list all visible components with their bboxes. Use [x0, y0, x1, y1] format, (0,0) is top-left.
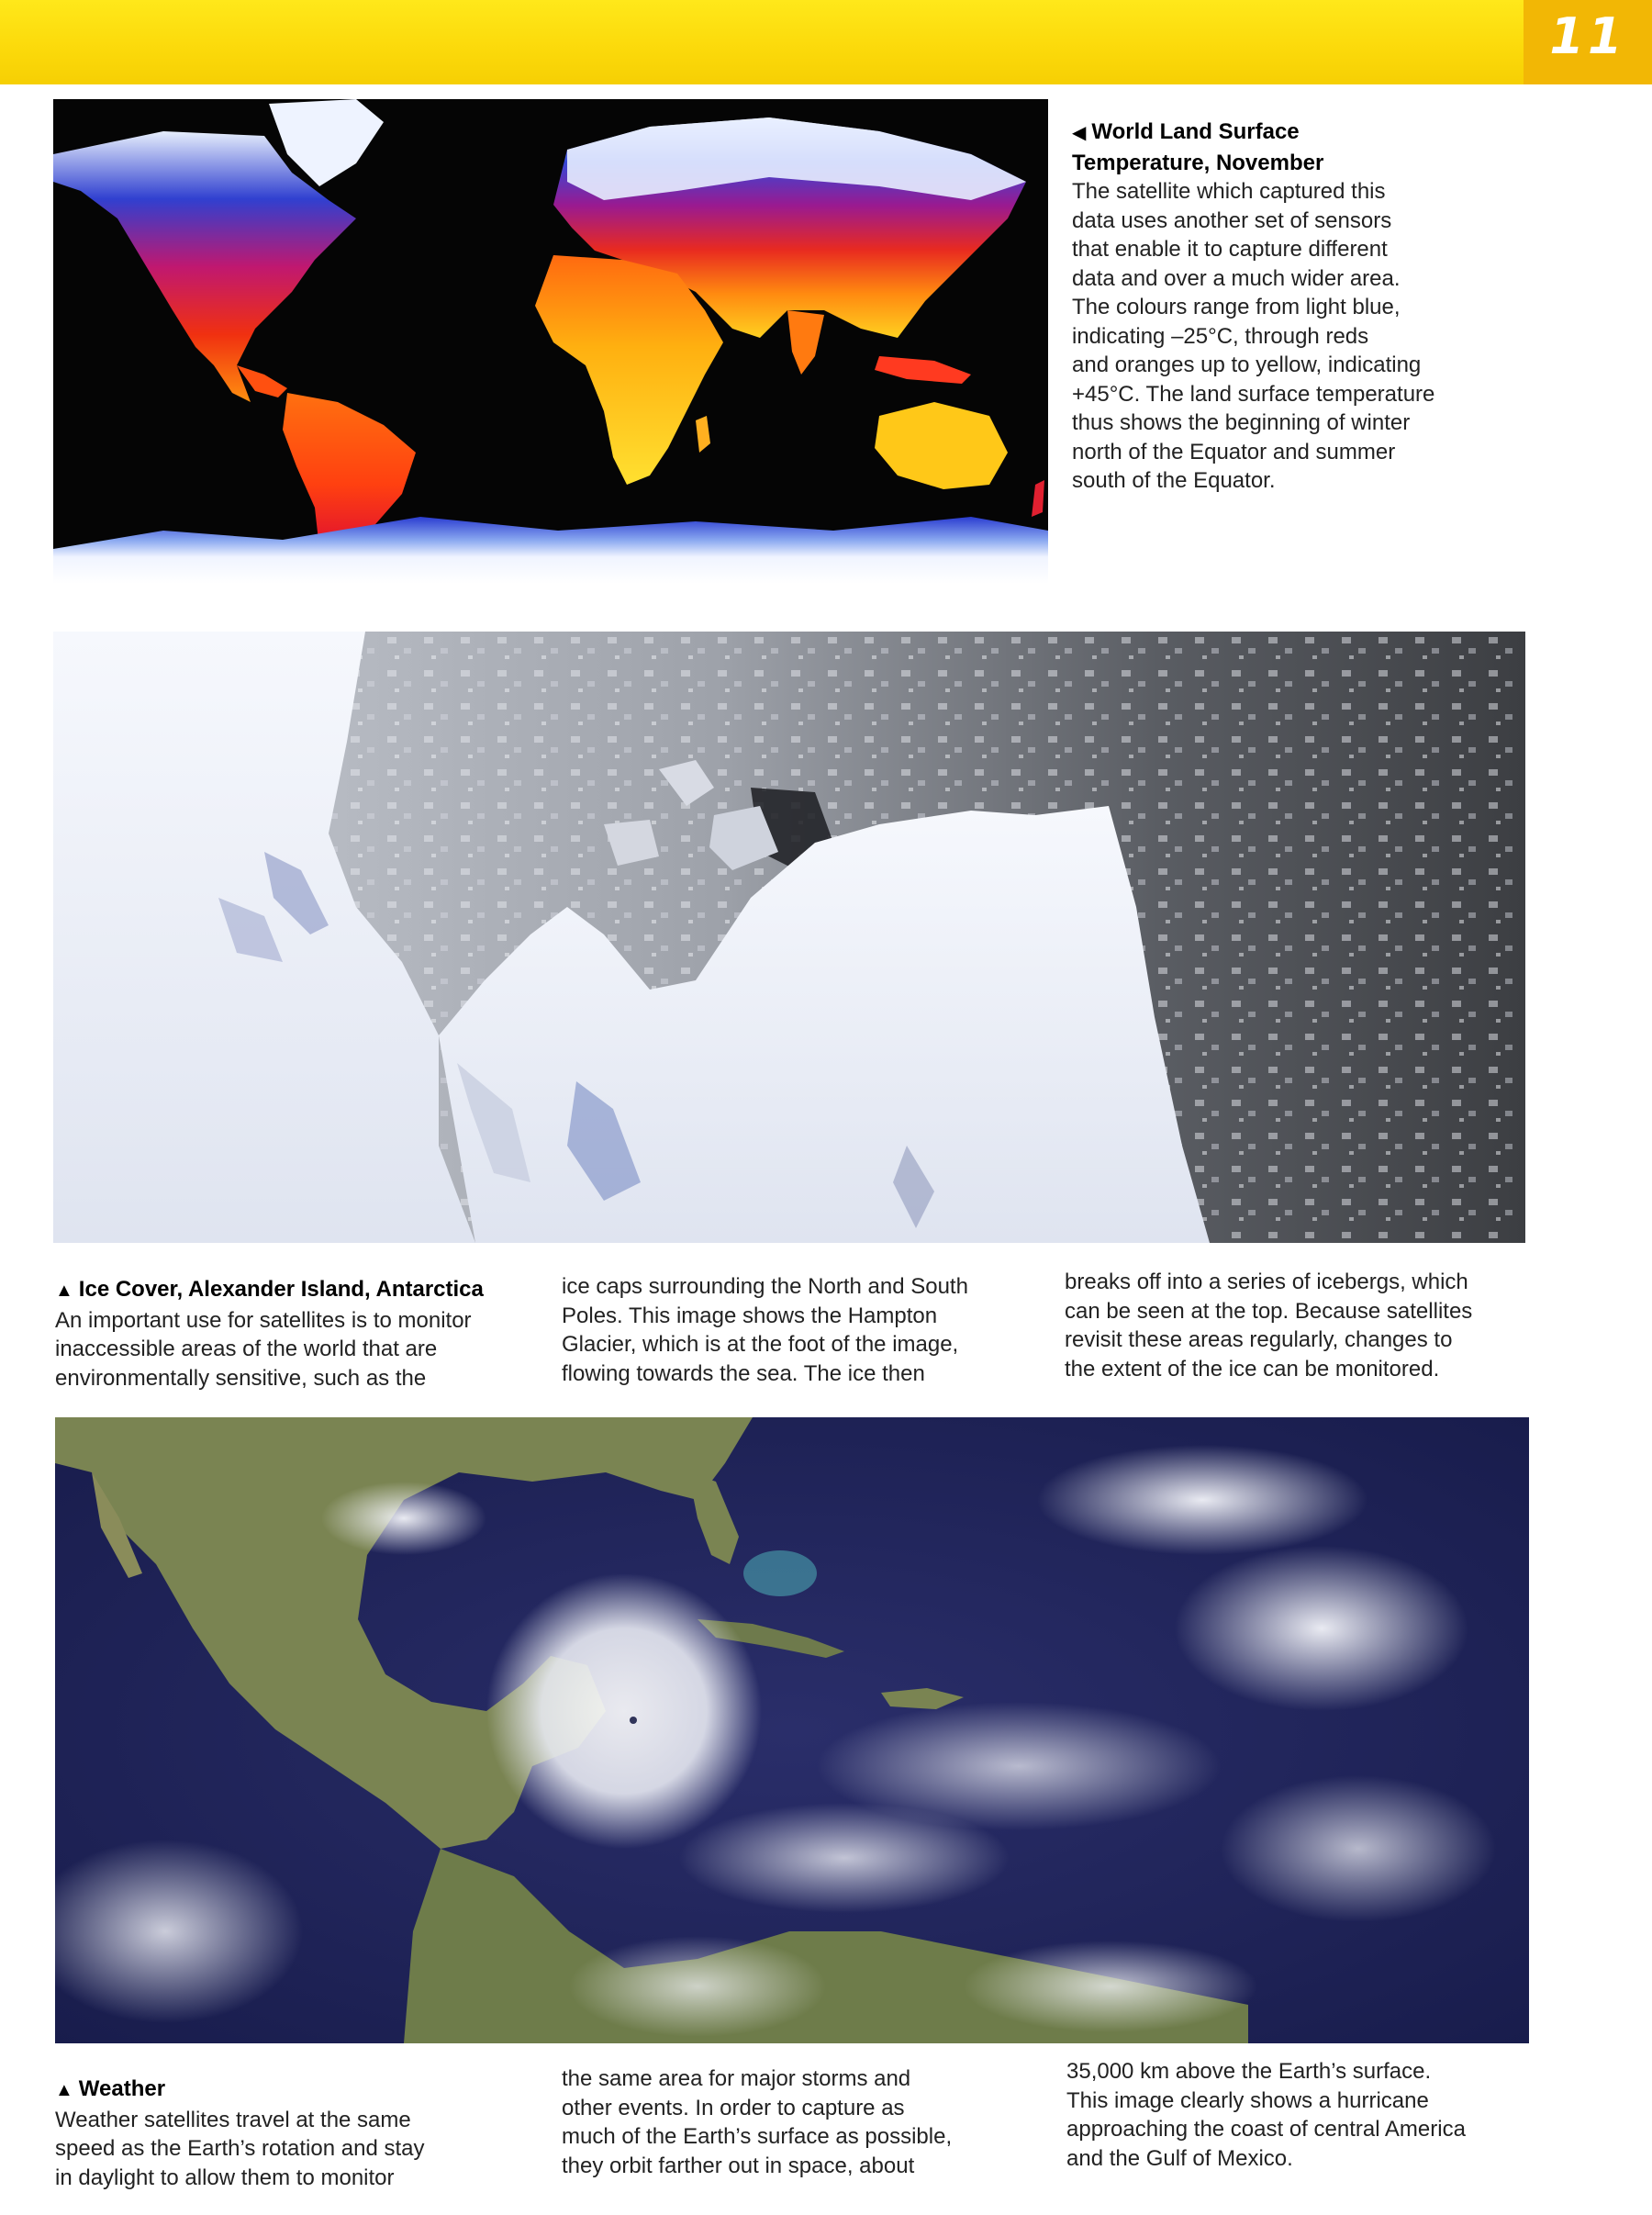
weather-col2-line-3: much of the Earth’s surface as possible, — [562, 2124, 953, 2149]
ice-cover-caption-col1 — [55, 1275, 551, 1393]
weather-satellite-image — [55, 1417, 1529, 2043]
left-triangle-icon: ◀ — [1072, 123, 1087, 143]
land-temperature-line-4: data and over a much wider area. — [1072, 265, 1401, 291]
land-temperature-line-6: indicating –25°C, through reds — [1072, 323, 1369, 349]
ice-cover-image — [53, 632, 1525, 1243]
weather-col2-line-4: they orbit farther out in space, about — [562, 2153, 915, 2178]
land-temperature-line-10: north of the Equator and summer — [1072, 439, 1396, 464]
land-temperature-line-9: thus shows the beginning of winter — [1072, 410, 1411, 435]
land-temperature-line-2: data uses another set of sensors — [1072, 207, 1392, 233]
weather-col3-line-4: and the Gulf of Mexico. — [1066, 2145, 1293, 2171]
land-temperature-line-1: The satellite which captured this — [1072, 179, 1386, 204]
ice-cover-col2-line-3: Glacier, which is at the foot of the image, — [562, 1332, 959, 1357]
ice-cover-col2-line-1: ice caps surrounding the North and South — [562, 1274, 968, 1299]
weather-caption-col3 — [1066, 2057, 1580, 2173]
land-temperature-line-11: south of the Equator. — [1072, 468, 1276, 493]
weather-col1-line-2: speed as the Earth’s rotation and stay — [55, 2136, 425, 2161]
ice-cover-col3-line-1: breaks off into a series of icebergs, which — [1065, 1270, 1468, 1294]
ice-cover-col1-line-3: environmentally sensitive, such as the — [55, 1365, 427, 1391]
header-band — [0, 0, 1652, 84]
weather-caption-col1 — [55, 2075, 551, 2192]
land-temperature-line-3: that enable it to capture different — [1072, 237, 1388, 262]
weather-caption-col2 — [562, 2064, 1057, 2180]
weather-col3-line-1: 35,000 km above the Earth’s surface. — [1066, 2059, 1432, 2084]
weather-col1-line-1: Weather satellites travel at the same — [55, 2107, 411, 2132]
land-temperature-title-line1: World Land Surface — [1091, 119, 1300, 144]
land-temperature-line-8: +45°C. The land surface temperature — [1072, 381, 1435, 407]
ice-cover-caption-col2 — [562, 1272, 1057, 1388]
weather-col1-line-3: in daylight to allow them to monitor — [55, 2165, 395, 2190]
weather-col2-line-2: other events. In order to capture as — [562, 2095, 905, 2120]
page-number: 11 — [1524, 0, 1652, 84]
weather-title: Weather — [78, 2076, 166, 2101]
ice-cover-caption-col3 — [1065, 1268, 1579, 1383]
ice-cover-title: Ice Cover, Alexander Island, Antarctica — [78, 1277, 484, 1302]
ice-cover-col3-line-2: can be seen at the top. Because satellites — [1065, 1298, 1473, 1324]
land-temperature-map — [53, 99, 1048, 584]
ice-cover-col1-line-1: An important use for satellites is to monitor — [55, 1307, 472, 1333]
land-temperature-title-line2: Temperature, November — [1072, 150, 1324, 175]
up-triangle-icon: ▲ — [55, 1281, 73, 1301]
ice-cover-col3-line-4: the extent of the ice can be monitored. — [1065, 1356, 1440, 1382]
land-temperature-caption — [1072, 117, 1476, 496]
up-triangle-icon: ▲ — [55, 2080, 73, 2100]
ice-cover-col1-line-2: inaccessible areas of the world that are — [55, 1337, 438, 1361]
land-temperature-line-5: The colours range from light blue, — [1072, 295, 1401, 319]
weather-col3-line-2: This image clearly shows a hurricane — [1066, 2087, 1429, 2113]
ice-cover-col2-line-2: Poles. This image shows the Hampton — [562, 1303, 938, 1328]
ice-cover-col2-line-4: flowing towards the sea. The ice then — [562, 1360, 925, 1386]
weather-col2-line-1: the same area for major storms and — [562, 2066, 911, 2091]
ice-cover-col3-line-3: revisit these areas regularly, changes to — [1065, 1327, 1453, 1352]
land-temperature-line-7: and oranges up to yellow, indicating — [1072, 352, 1422, 377]
weather-col3-line-3: approaching the coast of central America — [1066, 2117, 1466, 2142]
